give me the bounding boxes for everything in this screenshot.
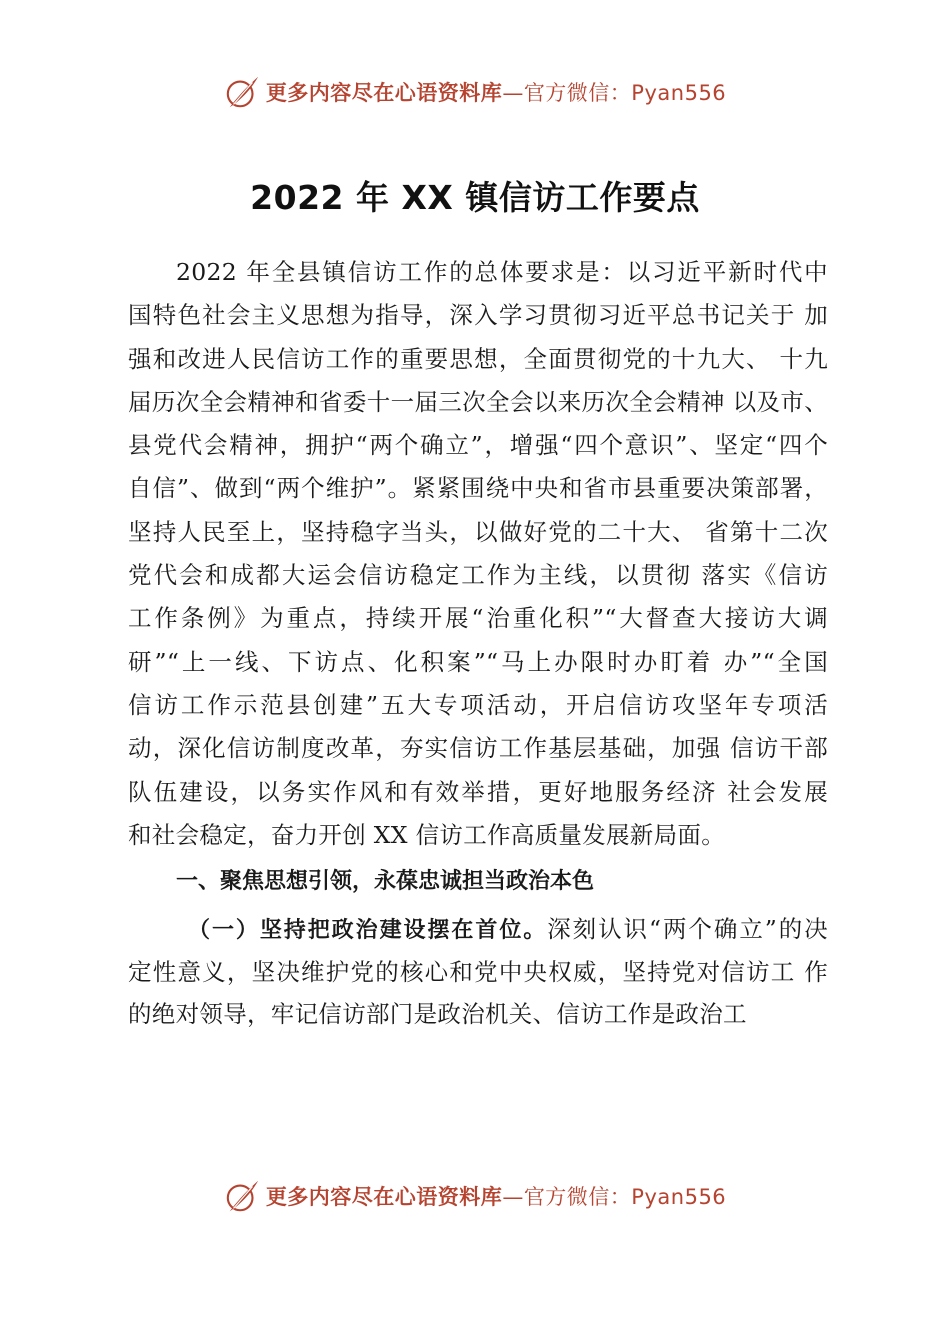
section-heading: 一、聚焦思想引领，永葆忠诚担当政治本色 bbox=[176, 869, 595, 894]
paragraph-line: 县党代会精神，拥护“两个确立”，增强“四个意识”、坚定“四个 bbox=[128, 431, 828, 460]
paragraph-line: 的绝对领导，牢记信访部门是政治机关、信访工作是政治工 bbox=[128, 1000, 747, 1028]
watermark-contact: —官方微信：Pyan556 bbox=[502, 1185, 727, 1209]
watermark-footer bbox=[0, 1176, 950, 1216]
paragraph-line: 工作条例》为重点，持续开展“治重化积”“大督查大接访大调 bbox=[128, 604, 828, 633]
paragraph-line: 2022 年全县镇信访工作的总体要求是：以习近平新时代中 bbox=[176, 258, 828, 286]
quill-logo-icon bbox=[224, 73, 262, 111]
subsection-paragraph bbox=[128, 908, 828, 1036]
paragraph-line: 强和改进人民信访工作的重要思想，全面贯彻党的十九大、 十九 bbox=[128, 344, 828, 373]
paragraph-line: 自信”、做到“两个维护”。紧紧围绕中央和省市县重要决策部署， bbox=[128, 474, 828, 503]
watermark-brand: 更多内容尽在心语资料库 bbox=[265, 1185, 503, 1209]
paragraph-line: 研”“上一线、下访点、化积案”“马上办限时办盯着 办”“全国 bbox=[128, 647, 828, 676]
paragraph-line: 动，深化信访制度改革，夯实信访工作基层基础，加强 信访干部 bbox=[128, 734, 828, 763]
subsection-heading: （一）坚持把政治建设摆在首位。 bbox=[188, 918, 548, 943]
paragraph-line bbox=[128, 908, 828, 951]
watermark-header bbox=[0, 72, 950, 112]
paragraph-line: 坚持人民至上，坚持稳字当头，以做好党的二十大、 省第十二次 bbox=[128, 517, 828, 546]
paragraph-line: 届历次全会精神和省委十一届三次全会以来历次全会精神 以及市、 bbox=[128, 387, 828, 416]
paragraph-line: 国特色社会主义思想为指导，深入学习贯彻习近平总书记关于 加 bbox=[128, 301, 828, 330]
paragraph-line: 信访工作示范县创建”五大专项活动，开启信访攻坚年专项活 bbox=[128, 690, 828, 719]
paragraph-line: 定性意义，坚决维护党的核心和党中央权威，坚持党对信访工 作 bbox=[128, 957, 828, 986]
paragraph-line: 和社会稳定，奋力开创 XX 信访工作高质量发展新局面。 bbox=[128, 820, 725, 849]
watermark-brand: 更多内容尽在心语资料库 bbox=[265, 81, 503, 105]
intro-paragraph bbox=[128, 251, 828, 857]
watermark-contact: —官方微信：Pyan556 bbox=[502, 81, 727, 105]
paragraph-line: 党代会和成都大运会信访稳定工作为主线，以贯彻 落实《信访 bbox=[128, 561, 828, 590]
paragraph-line: 队伍建设，以务实作风和有效举措，更好地服务经济 社会发展 bbox=[128, 777, 828, 806]
quill-logo-icon bbox=[224, 1177, 262, 1215]
paragraph-text: 深刻认识“两个确立”的决 bbox=[547, 915, 828, 943]
document-title: 2022 年 XX 镇信访工作要点 bbox=[250, 178, 700, 217]
